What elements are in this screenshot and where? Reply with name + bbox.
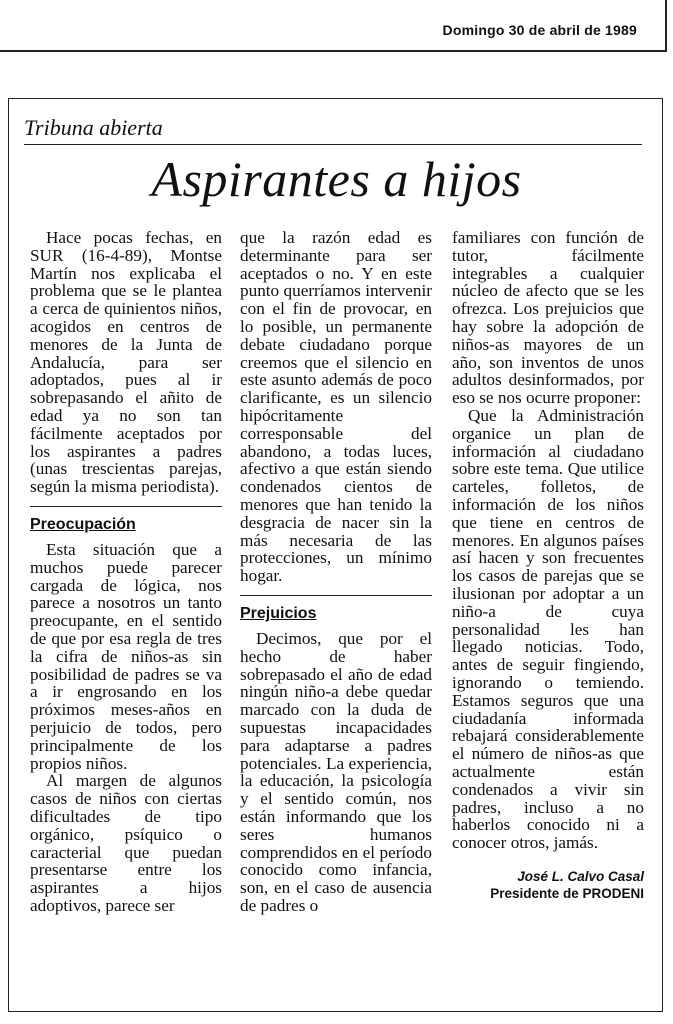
article-headline: Aspirantes a hijos	[151, 151, 522, 207]
article-column-2	[240, 229, 432, 915]
author-role: Presidente de PRODENI	[490, 885, 644, 901]
article-column-3	[452, 229, 644, 902]
author-name: José L. Calvo Casal	[517, 868, 644, 884]
article-column-1	[30, 229, 222, 915]
page-header	[0, 0, 667, 52]
paragraph: Decimos, que por el hecho de haber sobrepasado el año de edad ningún niño-a debe quedar marcado con la duda de supuestas incapacidades para adaptarse a padres potenciales. La experiencia, la educación, la psicología y el sentido común, nos están informando que los seres humanos comprendidos en el período conocido como infancia, son, en el caso de ausencia de padres o	[240, 628, 432, 915]
author-signature	[452, 868, 644, 902]
subheading-preocupacion: Preocupación	[30, 506, 222, 535]
paragraph: Al margen de algunos casos de niños con ciertas dificultades de tipo orgánico, psíquico o caracterial que puedan presentarse entre los aspirantes a hijos adoptivos, parece ser	[30, 771, 222, 915]
subheading-prejuicios: Prejuicios	[240, 595, 432, 624]
paragraph: familiares con función de tutor, fácilmente integrables a cualquier núcleo de afecto que se les ofrezca. Los prejuicios que hay sobre la adopción de niños-as mayores de un año, son inventos de unos adultos desinformados, por eso se nos ocurre proponer:	[452, 228, 644, 408]
paragraph: que la razón edad es determinante para ser aceptados o no. Y en este punto querríamos intervenir con el fin de provocar, en lo posible, un permanente debate ciudadano porque creemos que el silencio en este asunto además de poco clarificante, es un silencio hipócritamente corresponsable del abandono, a todas luces, afectivo a que están siendo condenados cientos de menores que han tenido la desgracia de nacer sin la más necesaria de las protecciones, un mínimo hogar.	[240, 228, 432, 586]
paragraph: Hace pocas fechas, en SUR (16-4-89), Montse Martín nos explicaba el problema que se le plantea a cerca de quinientos niños, acogidos en centros de menores de la Junta de Andalucía, para ser adoptados, pues al ir sobrepasando el añito de edad ya no son tan fácilmente aceptados por los aspirantes a padres (unas trescientas parejas, según la misma periodista).	[30, 228, 222, 497]
publication-date: Domingo 30 de abril de 1989	[442, 22, 637, 38]
section-divider	[24, 144, 642, 145]
paragraph: Que la Administración organice un plan de información al ciudadano sobre este tema. Que utilice carteles, folletos, de información de los niños que tiene en centros de menores. En algunos países así hacen y son frecuentes los casos de parejas que se ilusionan por adoptar a un niño-a de cuya personalidad les han llegado noticias. Todo, antes de seguir fingiendo, ignorando o temiendo. Estamos seguros que una ciudadanía informada rebajará considerablemente el número de niños-as que actualmente están condenados a vivir sin padres, incluso a no haberlos conocido ni a conocer otros, jamás.	[452, 405, 644, 853]
section-label: Tribuna abierta	[24, 115, 163, 140]
paragraph: Esta situación que a muchos puede parecer cargada de lógica, nos parece a nosotros un tanto preocupante, en el sentido de que por esa regla de tres la cifra de niños-as sin posibilidad de padres se va a ir engrosando en los próximos meses-años en perjuicio de todos, pero principalmente de los propios niños.	[30, 539, 222, 773]
